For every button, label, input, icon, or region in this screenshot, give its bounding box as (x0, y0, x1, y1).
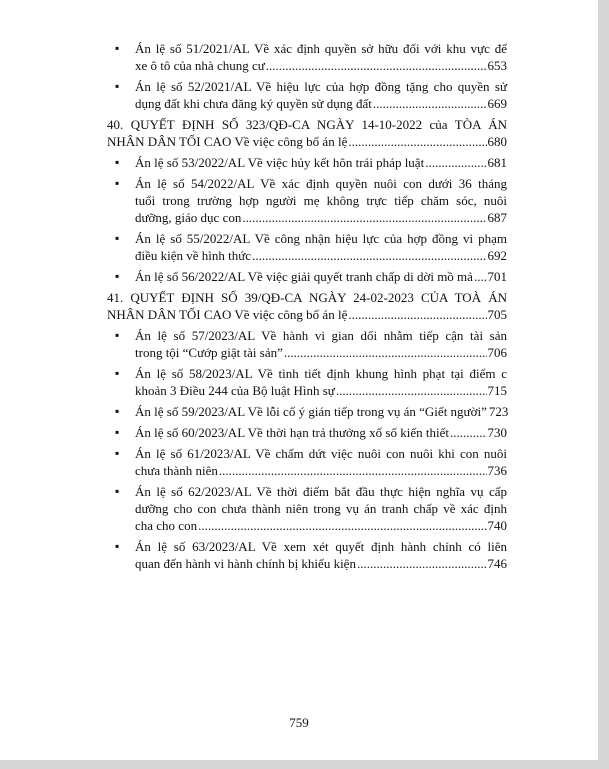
toc-last-line (135, 154, 507, 171)
toc-last-line (135, 517, 507, 534)
toc-page-number: 681 (487, 155, 507, 170)
toc-item (107, 365, 507, 399)
toc-line: ▪ Án lệ số 54/2022/AL Về xác định quyền nuôi con dưới 36 tháng (135, 176, 507, 191)
toc-line-text: ▪ Án lệ số 60/2023/AL Về thời hạn trả thưởng xổ số kiến thiết (135, 425, 449, 440)
toc-line: ▪ Án lệ số 63/2023/AL Về xem xét quyết định hành chính có liên (135, 539, 507, 554)
toc-page-number: 692 (487, 248, 507, 263)
page-number: 759 (289, 715, 309, 730)
toc-line-text: dưỡng, giáo dục con (135, 210, 242, 225)
toc-item (107, 154, 507, 171)
toc-item (107, 175, 507, 226)
dot-leader (373, 95, 487, 112)
dot-leader (357, 555, 487, 572)
toc-page-number: 715 (487, 383, 507, 398)
toc-page-number: 706 (487, 345, 507, 360)
toc-line-text: ▪ Án lệ số 59/2023/AL Về lỗi cố ý gián tiếp trong vụ án “Giết người” (135, 404, 487, 419)
dot-leader (219, 462, 487, 479)
toc-last-line (135, 209, 507, 226)
toc-line-text: cha cho con (135, 518, 198, 533)
toc-line-text: điều kiện về hình thức (135, 248, 252, 263)
toc-line: tuổi trong trường hợp người mẹ không trực tiếp chăm sóc, nuôi (135, 193, 507, 208)
toc-line-text: ▪ Án lệ số 56/2022/AL Về việc giải quyết tranh chấp di dời mồ mả (135, 269, 473, 284)
toc-line-text: chưa thành niên (135, 463, 218, 478)
toc-line-text: xe ô tô của nhà chung cư (135, 58, 265, 73)
toc-item (107, 327, 507, 361)
dot-leader (348, 133, 486, 150)
toc-line-text: khoản 3 Điều 244 của Bộ luật Hình sự (135, 383, 335, 398)
toc-section (107, 289, 507, 323)
toc-last-line (135, 247, 507, 264)
toc-last-line (135, 382, 507, 399)
dot-leader (242, 209, 486, 226)
toc-page-number: 730 (487, 425, 507, 440)
toc-page-number: 653 (487, 58, 507, 73)
toc-section (107, 116, 507, 150)
toc-line: dưỡng cho con chưa thành niên trong vụ án tranh chấp về xác định (135, 501, 507, 516)
toc-line: 41. QUYẾT ĐỊNH SỐ 39/QĐ-CA NGÀY 24-02-2023 CỦA TOÀ ÁN (107, 290, 507, 305)
dot-leader (252, 247, 486, 264)
toc-page-number: 701 (487, 269, 507, 284)
toc-line: ▪ Án lệ số 51/2021/AL Về xác định quyền sở hữu đối với khu vực để (135, 41, 507, 56)
toc-last-line (135, 555, 507, 572)
dot-leader (474, 268, 487, 285)
dot-leader (425, 154, 486, 171)
toc-line: ▪ Án lệ số 61/2023/AL Về chấm dứt việc nuôi con nuôi khi con nuôi (135, 446, 507, 461)
toc-last-line (135, 95, 507, 112)
toc-line: ▪ Án lệ số 52/2021/AL Về hiệu lực của hợp đồng tặng cho quyền sử (135, 79, 507, 94)
toc-page-number: 680 (487, 134, 507, 149)
toc-last-line (107, 133, 507, 150)
toc-page-number: 705 (487, 307, 507, 322)
toc-line-text: NHÂN DÂN TỐI CAO Về việc công bố án lệ (107, 134, 348, 149)
toc-last-line (135, 344, 507, 361)
toc-last-line (135, 403, 507, 420)
dot-leader (450, 424, 487, 441)
dot-leader (198, 517, 486, 534)
toc-line: ▪ Án lệ số 57/2023/AL Về hành vi gian dối nhằm tiếp cận tài sản (135, 328, 507, 343)
toc-last-line (135, 424, 507, 441)
toc-line-text: NHÂN DÂN TỐI CAO Về việc công bố án lệ (107, 307, 348, 322)
toc-page-number: 687 (487, 210, 507, 225)
toc-line: ▪ Án lệ số 55/2022/AL Về công nhận hiệu lực của hợp đồng vi phạm (135, 231, 507, 246)
toc-item (107, 78, 507, 112)
toc-page-number: 723 (488, 404, 509, 419)
toc-item (107, 445, 507, 479)
toc-line-text: dụng đất khi chưa đăng ký quyền sử dụng đất (135, 96, 372, 111)
toc-line: ▪ Án lệ số 62/2023/AL Về thời điểm bắt đầu thực hiện nghĩa vụ cấp (135, 484, 507, 499)
toc-item (107, 424, 507, 441)
toc-line-text: ▪ Án lệ số 53/2022/AL Về việc hủy kết hôn trái pháp luật (135, 155, 425, 170)
toc-last-line (135, 462, 507, 479)
toc-line-text: trong tội “Cướp giật tài sản” (135, 345, 283, 360)
toc-page-number: 740 (487, 518, 507, 533)
toc-line: 40. QUYẾT ĐỊNH SỐ 323/QĐ-CA NGÀY 14-10-2022 của TÒA ÁN (107, 117, 507, 132)
toc-item (107, 268, 507, 285)
toc-item (107, 538, 507, 572)
toc-item (107, 403, 507, 420)
toc-last-line (135, 268, 507, 285)
toc-page-number: 746 (487, 556, 507, 571)
dot-leader (348, 306, 486, 323)
dot-leader (266, 57, 487, 74)
dot-leader (336, 382, 487, 399)
toc-last-line (135, 57, 507, 74)
toc-page-number: 736 (487, 463, 507, 478)
toc-item (107, 483, 507, 534)
table-of-contents (107, 40, 507, 576)
toc-item (107, 230, 507, 264)
toc-item (107, 40, 507, 74)
toc-last-line (107, 306, 507, 323)
toc-line-text: quan đến hành vi hành chính bị khiếu kiện (135, 556, 356, 571)
toc-page-number: 669 (487, 96, 507, 111)
toc-line: ▪ Án lệ số 58/2023/AL Về tình tiết định khung hình phạt tại điểm c (135, 366, 507, 381)
dot-leader (284, 344, 487, 361)
